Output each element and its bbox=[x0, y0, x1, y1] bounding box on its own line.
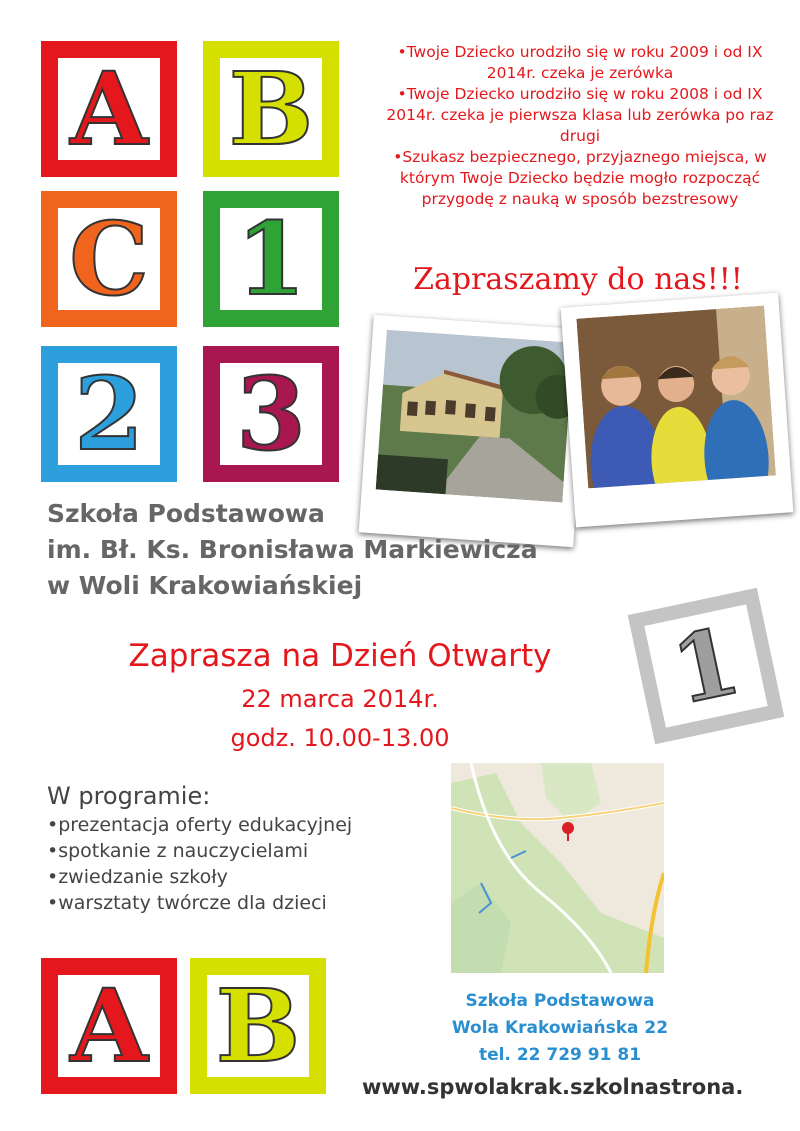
bullet-item: •Twoje Dziecko urodziło się w roku 2008 i od IX 2014r. czeka je pierwsza klasa lub zerówka po raz drugi bbox=[386, 85, 774, 145]
block-letter: B bbox=[215, 967, 301, 1085]
program-heading: W programie: bbox=[47, 782, 211, 810]
school-building-image bbox=[376, 330, 574, 503]
block-b bbox=[203, 41, 339, 177]
address-street: Wola Krakowiańska 22 bbox=[451, 1018, 669, 1038]
bullet-list bbox=[385, 42, 775, 210]
photo-children bbox=[561, 293, 794, 528]
school-name-line1: Szkoła Podstawowa bbox=[47, 499, 325, 528]
block-letter: A bbox=[70, 50, 148, 168]
location-map bbox=[451, 763, 664, 973]
program-item: •zwiedzanie szkoły bbox=[47, 866, 228, 888]
children-image bbox=[576, 306, 775, 489]
bullet-item: •Twoje Dziecko urodziło się w roku 2009 i od IX 2014r. czeka je zerówka bbox=[397, 43, 763, 82]
address-phone: tel. 22 729 91 81 bbox=[478, 1045, 642, 1065]
block-a bbox=[41, 41, 177, 177]
contact-address bbox=[420, 988, 700, 1069]
block-1 bbox=[203, 191, 339, 327]
block-b-bottom bbox=[190, 958, 326, 1094]
address-name: Szkoła Podstawowa bbox=[465, 991, 655, 1011]
block-letter: 1 bbox=[663, 606, 749, 726]
block-letter: C bbox=[69, 200, 149, 318]
block-letter: 2 bbox=[74, 355, 144, 473]
program-list bbox=[47, 780, 352, 916]
program-item: •spotkanie z nauczycielami bbox=[47, 840, 309, 862]
block-a-bottom bbox=[41, 958, 177, 1094]
school-name-line3: w Woli Krakowiańskiej bbox=[47, 571, 363, 600]
open-day-time: godz. 10.00-13.00 bbox=[230, 724, 450, 752]
block-3 bbox=[203, 346, 339, 482]
school-name bbox=[47, 496, 538, 604]
program-item: •warsztaty twórcze dla dzieci bbox=[47, 892, 327, 914]
block-letter: B bbox=[228, 50, 314, 168]
block-c bbox=[41, 191, 177, 327]
open-day-title: Zaprasza na Dzień Otwarty bbox=[128, 638, 552, 674]
block-letter: 3 bbox=[236, 355, 306, 473]
block-2 bbox=[41, 346, 177, 482]
program-item: •prezentacja oferty edukacyjnej bbox=[47, 814, 353, 836]
invite-heading: Zapraszamy do nas!!! bbox=[413, 262, 743, 297]
block-letter: A bbox=[70, 967, 148, 1085]
block-letter: 1 bbox=[236, 200, 306, 318]
school-name-line2: im. Bł. Ks. Bronisława Markiewicza bbox=[47, 535, 538, 564]
bullet-item: •Szukasz bezpiecznego, przyjaznego miejsca, w którym Twoje Dziecko będzie mogło rozpocząć przygodę z nauką w sposób bezstresowy bbox=[393, 148, 767, 208]
open-day-date: 22 marca 2014r. bbox=[241, 685, 439, 713]
website-url[interactable]: www.spwolakrak.szkolnastrona. bbox=[362, 1075, 744, 1099]
